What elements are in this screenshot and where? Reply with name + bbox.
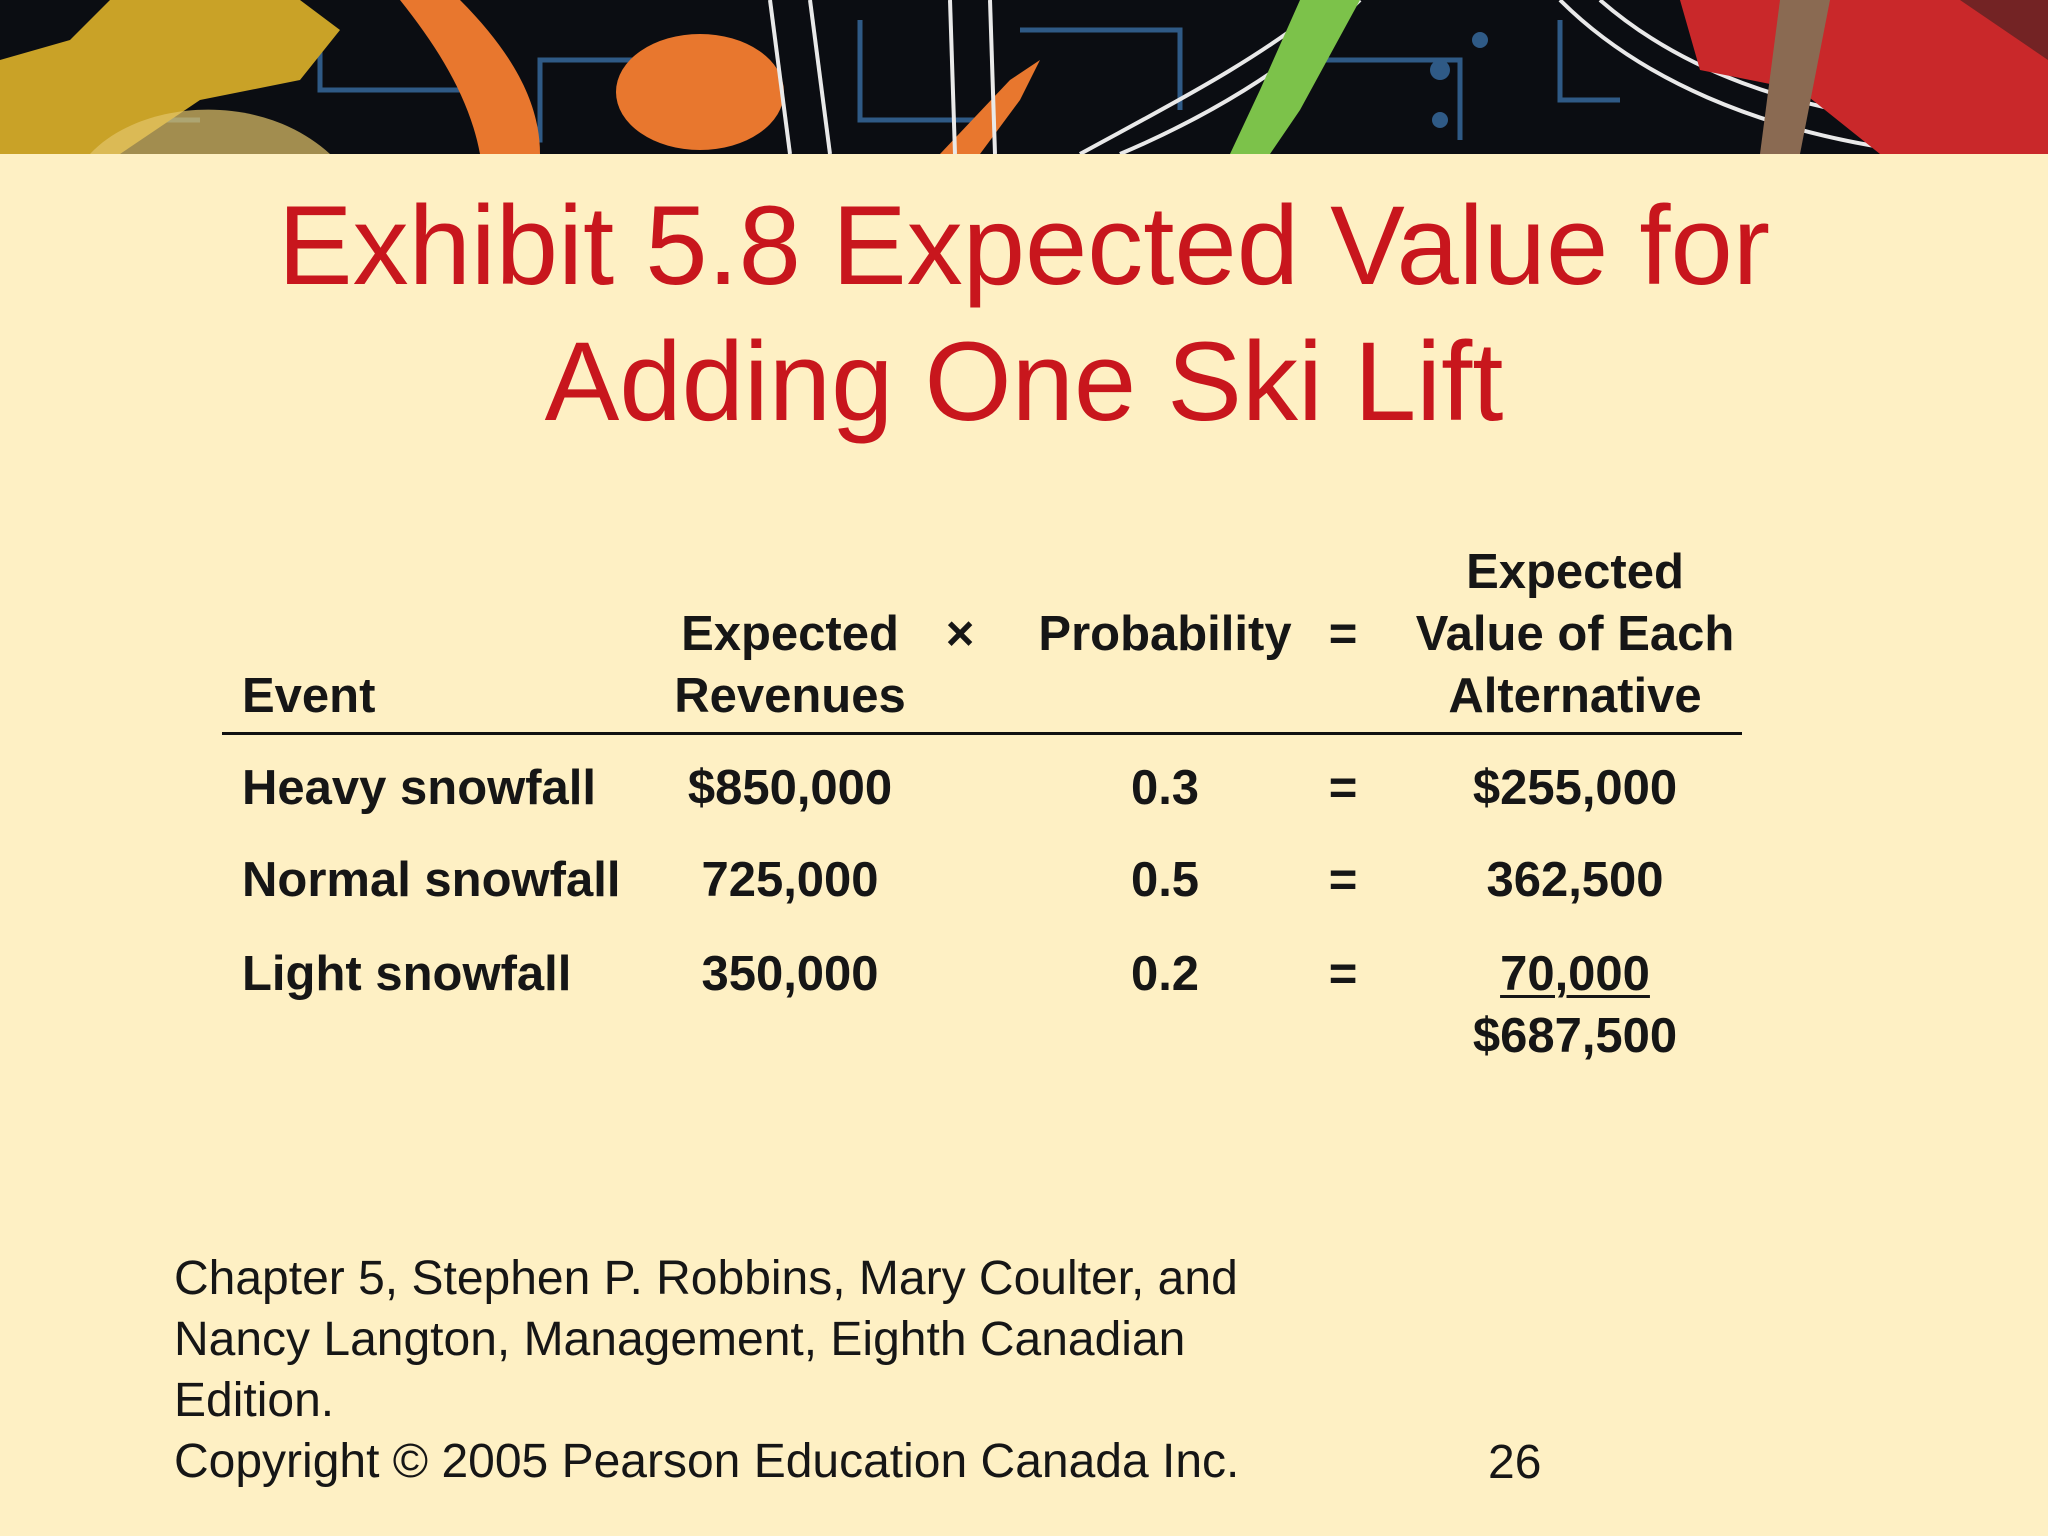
header-rule bbox=[222, 732, 1742, 735]
row-equals: = bbox=[1328, 853, 1358, 907]
row-revenue: 350,000 bbox=[701, 947, 879, 1001]
header-equals-symbol: = bbox=[1328, 607, 1358, 661]
row-revenue: 725,000 bbox=[701, 853, 879, 907]
row-expected-value: 362,500 bbox=[1486, 853, 1664, 907]
row-probability: 0.5 bbox=[1130, 853, 1200, 907]
title-line-1: Exhibit 5.8 Expected Value for bbox=[277, 183, 1771, 308]
header-banner bbox=[0, 0, 2048, 154]
title-line-2: Adding One Ski Lift bbox=[544, 319, 1504, 444]
header-times-symbol: × bbox=[945, 607, 975, 661]
row-event: Normal snowfall bbox=[242, 853, 621, 907]
row-probability: 0.3 bbox=[1130, 761, 1200, 815]
header-probability: Probability bbox=[1038, 607, 1292, 661]
header-event: Event bbox=[242, 669, 376, 723]
total-expected-value: $687,500 bbox=[1472, 1009, 1678, 1063]
row-probability: 0.2 bbox=[1130, 947, 1200, 1001]
source-line-3: Edition. bbox=[174, 1374, 335, 1427]
row-equals: = bbox=[1328, 947, 1358, 1001]
header-revenues-line1: Expected bbox=[681, 607, 899, 661]
copyright-line: Copyright © 2005 Pearson Education Canada Inc. bbox=[174, 1435, 1240, 1488]
source-line-2: Nancy Langton, Management, Eighth Canadian bbox=[174, 1313, 1186, 1366]
banner-illustration bbox=[0, 0, 2048, 154]
row-revenue: $850,000 bbox=[687, 761, 893, 815]
row-event: Light snowfall bbox=[242, 947, 572, 1001]
header-expected-value-line2: Value of Each bbox=[1415, 607, 1735, 661]
header-revenues-line2: Revenues bbox=[674, 669, 906, 723]
header-expected-value-line3: Alternative bbox=[1448, 669, 1702, 723]
header-expected-value-line1: Expected bbox=[1466, 545, 1684, 599]
source-citation bbox=[174, 1248, 1239, 1492]
row-expected-value-text: 70,000 bbox=[1500, 947, 1650, 1001]
slide-title bbox=[0, 178, 2048, 450]
row-expected-value bbox=[1400, 944, 1750, 1005]
page-number: 26 bbox=[1488, 1436, 1542, 1489]
source-line-1: Chapter 5, Stephen P. Robbins, Mary Coulter, and bbox=[174, 1252, 1238, 1305]
row-event: Heavy snowfall bbox=[242, 761, 597, 815]
row-expected-value: $255,000 bbox=[1472, 761, 1678, 815]
row-equals: = bbox=[1328, 761, 1358, 815]
